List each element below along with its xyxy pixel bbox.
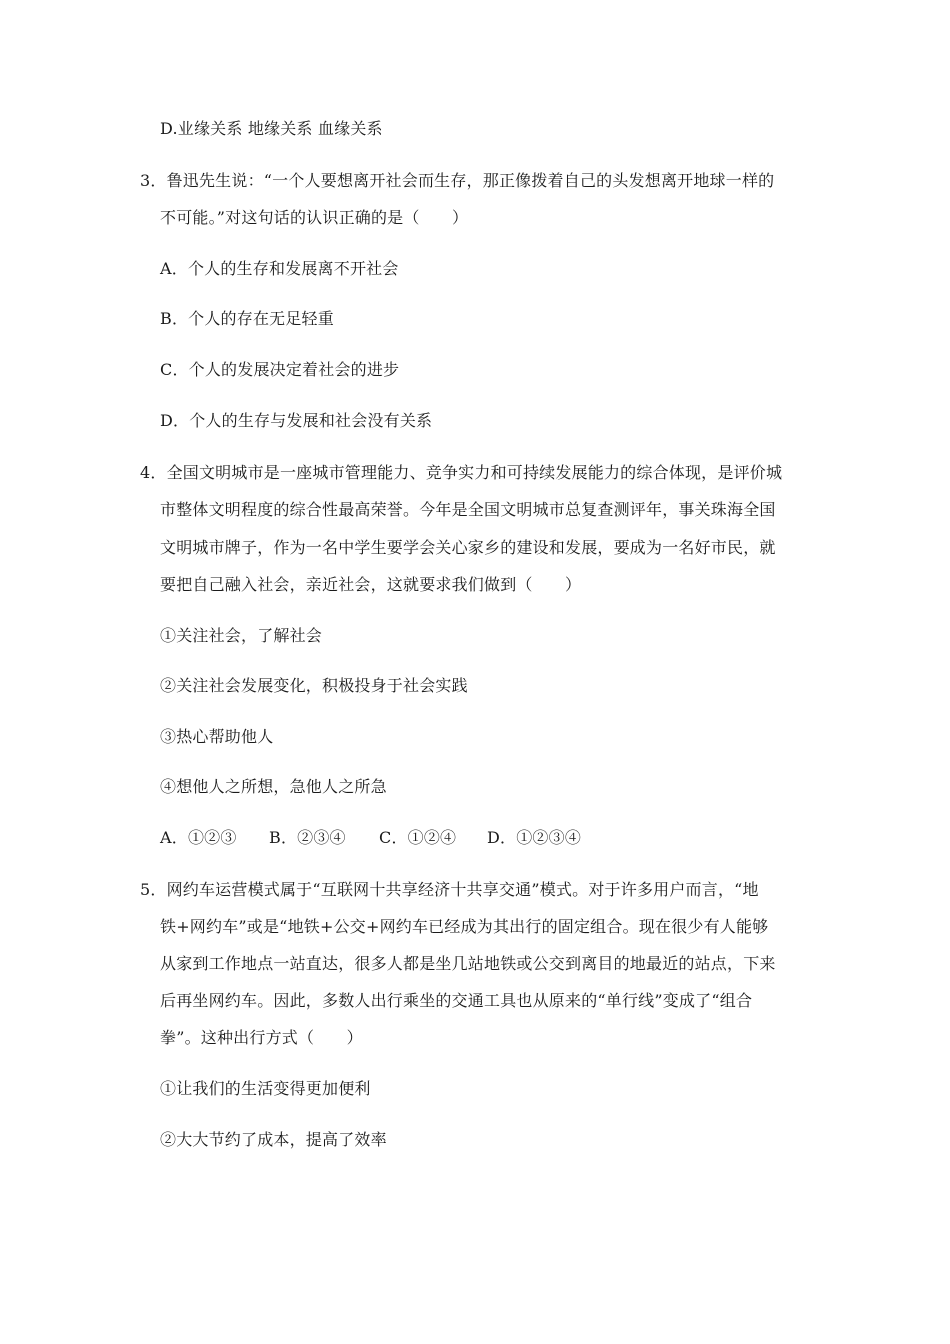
q5-stem-line-1: 5．网约车运营模式属于“互联网十共享经济十共享交通”模式。对于许多用户而言，“地 [140,880,759,899]
q4-choice-a: A．①②③ [160,828,237,847]
q3-stem-line-1: 3．鲁迅先生说：“一个人要想离开社会而生存，那正像拨着自己的头发想离开地球一样的 [140,171,775,190]
q3-option-b: B．个人的存在无足轻重 [160,309,334,328]
q4-statement-2: ②关注社会发展变化，积极投身于社会实践 [160,676,468,695]
q4-statement-4: ④想他人之所想，急他人之所急 [160,777,387,796]
q5-stem-line-3: 从家到工作地点一站直达，很多人都是坐几站地铁或公交到离目的地最近的站点，下来 [160,954,776,973]
q4-stem-line-1: 4．全国文明城市是一座城市管理能力、竞争实力和可持续发展能力的综合体现，是评价城 [140,463,783,482]
q4-choices [160,828,581,848]
q4-stem-line-4: 要把自己融入社会，亲近社会，这就要求我们做到（ ） [160,575,582,594]
q5-statement-2: ②大大节约了成本，提高了效率 [160,1130,387,1149]
q4-statement-3: ③热心帮助他人 [160,727,274,746]
q2-option-d: D.业缘关系 地缘关系 血缘关系 [160,119,383,138]
q5-stem-line-5: 拳”。这种出行方式（ ） [160,1028,363,1047]
q4-statement-1: ①关注社会，了解社会 [160,626,323,645]
q3-option-c: C．个人的发展决定着社会的进步 [160,360,400,379]
q4-stem-line-2: 市整体文明程度的综合性最高荣誉。今年是全国文明城市总复查测评年，事关珠海全国 [160,500,776,519]
q4-choice-c: C．①②④ [379,828,457,847]
q4-choice-b: B．②③④ [269,828,346,847]
q4-stem-line-3: 文明城市牌子，作为一名中学生要学会关心家乡的建设和发展，要成为一名好市民，就 [160,538,776,557]
q5-statement-1: ①让我们的生活变得更加便利 [160,1079,371,1098]
q5-stem-line-4: 后再坐网约车。因此，多数人出行乘坐的交通工具也从原来的“单行线”变成了“组合 [160,991,753,1010]
q3-option-d: D．个人的生存与发展和社会没有关系 [160,411,433,430]
q3-stem-line-2: 不可能。”对这句话的认识正确的是（ ） [160,208,469,227]
q4-choice-d: D．①②③④ [487,828,582,847]
q5-stem-line-2: 铁+网约车”或是“地铁+公交+网约车已经成为其出行的固定组合。现在很少有人能够 [160,917,769,936]
q3-option-a: A．个人的生存和发展离不开社会 [160,259,399,278]
